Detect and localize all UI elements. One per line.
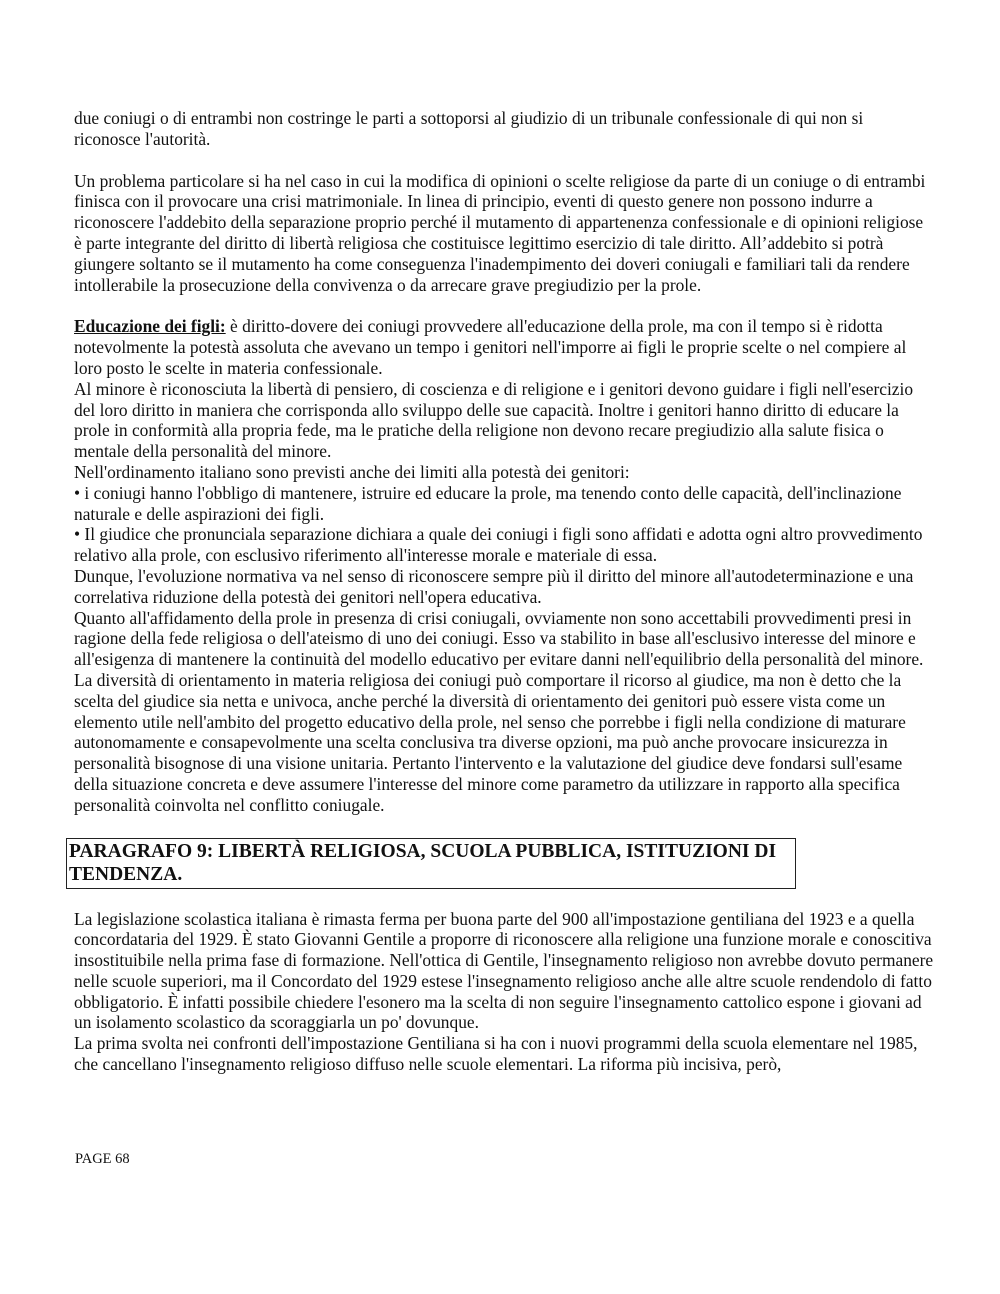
paragraph-evolution: Dunque, l'evoluzione normativa va nel senso di riconoscere sempre più il diritto del minore all'autodeterminazione e una correlativa riduzione della potestà dei genitori nell'opera educativa. bbox=[74, 565, 914, 607]
paragraph-continuation: due coniugi o di entrambi non costringe le parti a sottoporsi al giudizio di un tribunale confessionale di qui non si riconosce l'autorità. bbox=[74, 108, 864, 149]
education-text: è diritto-dovere dei coniugi provvedere all'educazione della prole, ma con il tempo si è ridotta notevolmente la potestà assoluta che avevano un tempo i genitori nell'imporre ai figli le proprie scelte o nel compiere al loro posto le scelte in materia confessionale. bbox=[74, 316, 907, 378]
bullet-item-judge: • Il giudice che pronunciala separazione dichiara a quale dei coniugi i figli sono affidati e adotta ogni altro provvedimento relativo alla prole, con esclusivo riferimento all'interesse morale e materiale di essa. bbox=[74, 524, 923, 566]
paragraph-limits-intro: Nell'ordinamento italiano sono previsti anche dei limiti alla potestà dei genitori: bbox=[74, 461, 630, 482]
paragraph-first-turn: La prima svolta nei confronti dell'impostazione Gentiliana si ha con i nuovi programmi della scuola elementare nel 1985, che cancellano l'insegnamento religioso diffuso nelle scuole elementari. La riforma più incisiva, però, bbox=[74, 1033, 918, 1075]
section-heading: PARAGRAFO 9: LIBERTÀ RELIGIOSA, SCUOLA PUBBLICA, ISTITUZIONI DI TENDENZA. bbox=[66, 838, 796, 889]
document-page bbox=[69, 108, 934, 1075]
education-label: Educazione dei figli: bbox=[74, 316, 226, 337]
page-number: PAGE 68 bbox=[75, 1151, 130, 1167]
paragraph-school-legislation: La legislazione scolastica italiana è rimasta ferma per buona parte del 900 all'impostazione gentiliana del 1923 e a quella concordataria del 1929. È stato Giovanni Gentile a proporre di riconoscere alla religione una funzione morale e conoscitiva insostituibile nella prima fase di formazione. Nell'ottica di Gentile, l'insegnamento religioso non avrebbe dovuto permanere nelle scuole superiori, ma il Concordato del 1929 estese l'insegnamento religioso anche alle altre scuole rendendolo di fatto obbligatorio. È infatti possibile chiedere l'esonero ma la scelta di non seguire l'insegnamento cattolico espone i giovani ad un isolamento scolastico da scoraggiarla un po' dovunque. bbox=[74, 908, 934, 1033]
paragraph-minor-freedom: Al minore è riconosciuta la libertà di pensiero, di coscienza e di religione e i genitori devono guidare i figli nell'esercizio del loro diritto in maniera che corrisponda allo sviluppo delle sue capacità. Inoltre i genitori hanno diritto di educare la prole in conformità alla propria fede, ma le pratiche della religione non devono recare pregiudizio alla salute fisica o mentale della personalità del minore. bbox=[74, 378, 914, 462]
paragraph-religious-change: Un problema particolare si ha nel caso in cui la modifica di opinioni o scelte religiose da parte di un coniuge o di entrambi finisca con il provocare una crisi matrimoniale. In linea di principio, eventi di questo genere non possono indurre a riconoscere l'addebito della separazione proprio perché il mutamento di appartenenza confessionale e di opinioni religiose è parte integrante del diritto di libertà religiosa che costituisce legittimo esercizio di tale diritto. All’addebito si potrà giungere soltanto se il mutamento ha come conseguenza l'inadempimento dei doveri coniugali e familiari tali da rendere intollerabile la prosecuzione della convivenza o da arrecare grave pregiudizio per la prole. bbox=[74, 170, 926, 295]
paragraph-custody: Quanto all'affidamento della prole in presenza di crisi coniugali, ovviamente non sono accettabili provvedimenti presi in ragione della fede religiosa o dell'ateismo di uno dei coniugi. Esso va stabilito in base all'esclusivo interesse del minore e all'esigenza di mantenere la continuità del modello educativo per evitare danni nell'equilibrio della personalità del minore. La diversità di orientamento in materia religiosa dei coniugi può comportare il ricorso al giudice, ma non è detto che la scelta del giudice sia netta e univoca, anche perché la diversità di orientamento dei genitori può essere vista come un elemento utile nell'ambito del progetto educativo della prole, nel senso che porrebbe i figli nella condizione di maturare autonomamente e consapevolmente una scelta conclusiva tra diverse opzioni, ma può anche provocare insicurezza in personalità bisognose di una visione unitaria. Pertanto l'intervento e la valutazione del giudice deve fondarsi sull'esame della situazione concreta e deve assumere l'interesse del minore come parametro da utilizzare in rapporto alla specifica personalità coinvolta nel conflitto coniugale. bbox=[74, 607, 924, 815]
bullet-item-obligation: • i coniugi hanno l'obbligo di mantenere, istruire ed educare la prole, ma tenendo conto delle capacità, dell'inclinazione naturale e delle aspirazioni dei figli. bbox=[74, 482, 902, 524]
paragraph-education bbox=[74, 316, 934, 378]
